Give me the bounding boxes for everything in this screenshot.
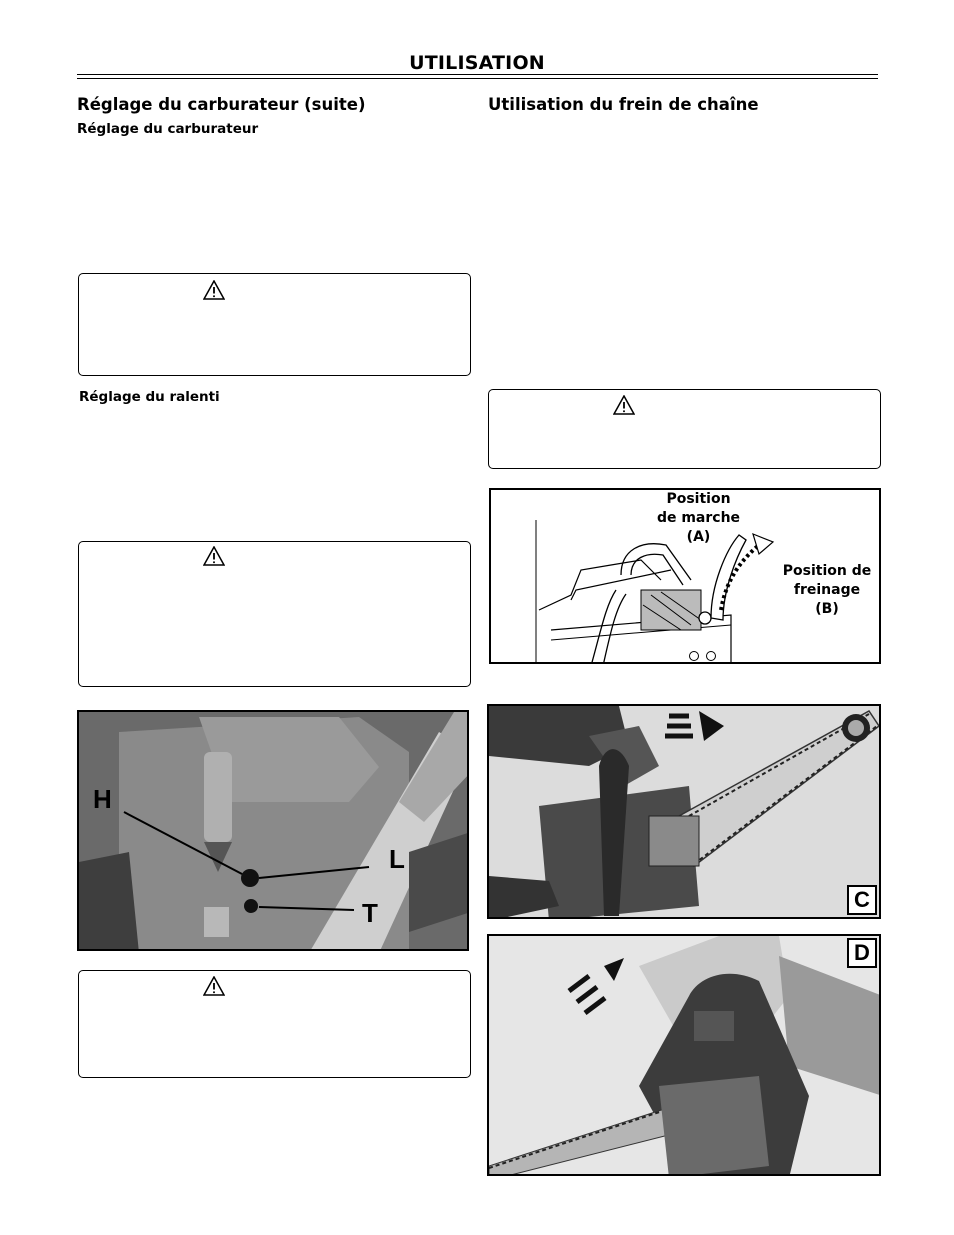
callout-h: H: [93, 784, 112, 814]
brake-position-figure: [489, 488, 881, 664]
warning-box-3: [78, 970, 471, 1078]
chainsaw-photo-d: [489, 936, 881, 1176]
warning-triangle-icon: [203, 280, 225, 300]
warning-box-1: [78, 273, 471, 376]
header-rule-bottom: [77, 78, 878, 79]
header-rule-top: [77, 74, 878, 75]
label-position-a-line2: de marche: [656, 510, 741, 526]
photo-c: [487, 704, 881, 919]
label-position-b-line2: freinage: [793, 582, 861, 598]
subheading-carb: Réglage du carburateur: [77, 121, 259, 137]
section-heading-brake: Utilisation du frein de chaîne: [488, 95, 759, 114]
carburetor-illustration: [79, 712, 469, 951]
photo-c-tag: C: [847, 885, 877, 915]
section-heading-carb: Réglage du carburateur (suite): [77, 95, 366, 114]
carburetor-photo: [77, 710, 469, 951]
label-position-b-line3: (B): [815, 601, 839, 617]
callout-l: L: [389, 844, 405, 874]
label-position-b-line1: Position de: [782, 563, 872, 579]
warning-box-2: [78, 541, 471, 687]
photo-d-tag: D: [847, 938, 877, 968]
label-position-a-line3: (A): [686, 529, 711, 545]
chainsaw-photo-c: [489, 706, 881, 919]
label-position-a-line1: Position: [666, 491, 731, 507]
warning-triangle-icon: [203, 976, 225, 996]
warning-triangle-icon: [203, 546, 225, 566]
warning-triangle-icon: [613, 395, 635, 415]
callout-t: T: [362, 898, 378, 928]
label-position-a: [631, 490, 766, 547]
subheading-idle: Réglage du ralenti: [79, 389, 220, 405]
warning-box-4: [488, 389, 881, 469]
photo-d: [487, 934, 881, 1176]
label-position-b: [773, 562, 881, 619]
page-title: UTILISATION: [409, 52, 545, 74]
